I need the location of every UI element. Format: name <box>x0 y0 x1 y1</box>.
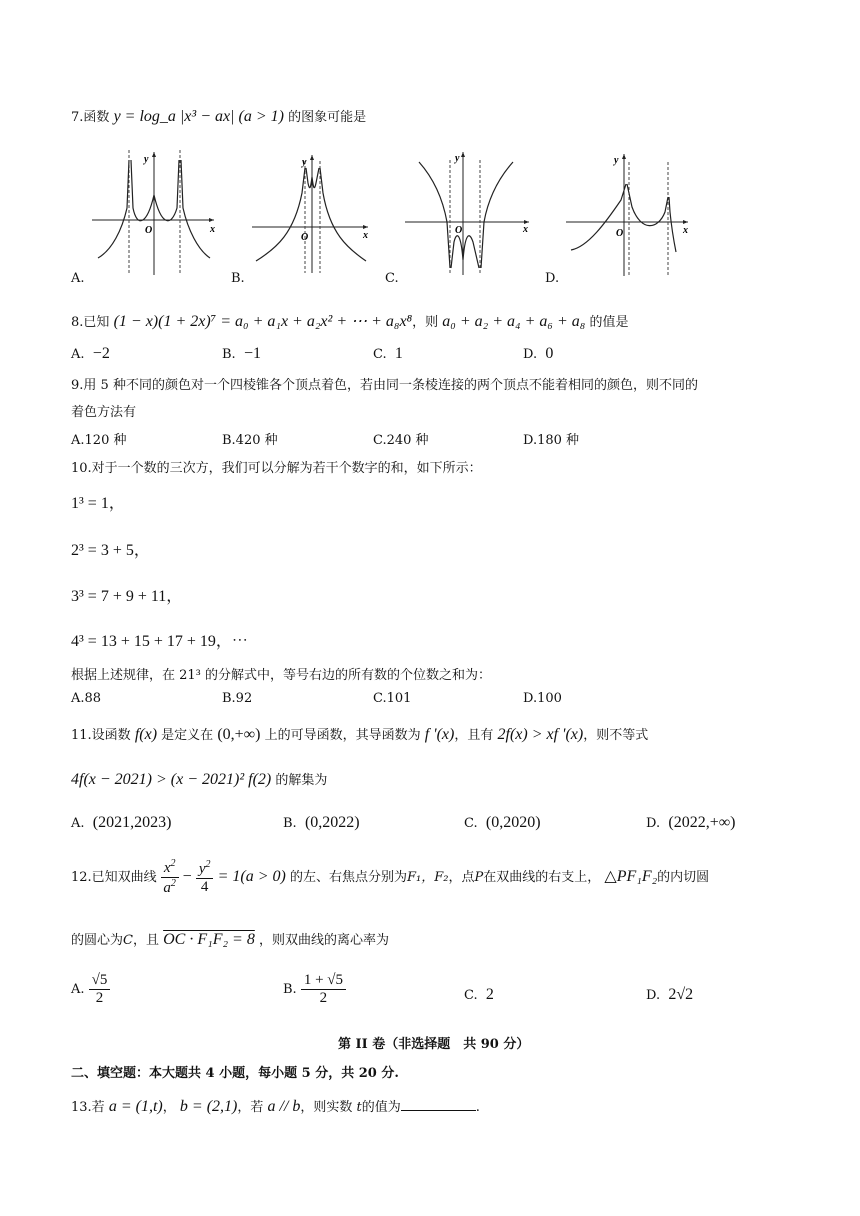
q7-stem: 7.函数 y = log_a |x³ − ax| (a > 1) 的图象可能是 <box>71 108 367 125</box>
q10-option-c[interactable]: C.101 <box>373 691 412 706</box>
q12-option-b[interactable]: B. $\frac{1 + √5}{2}$ <box>283 972 346 1007</box>
svg-text:y: y <box>614 155 619 166</box>
svg-text:x: x <box>523 224 528 235</box>
graph-a <box>92 150 216 275</box>
part2-title: 第 II 卷（非选择题 共 90 分） <box>338 1037 530 1052</box>
q11-stem-line2: 4f(x − 2021) > (x − 2021)² f(2) 的解集为 <box>71 771 328 788</box>
q7-option-b[interactable]: B. <box>231 271 245 286</box>
q10-option-a[interactable]: A.88 <box>71 691 102 706</box>
graph-b <box>252 153 370 273</box>
q12-option-a[interactable]: A. $\frac{√5}{2}$ <box>71 972 110 1007</box>
answer-blank[interactable] <box>401 1098 476 1111</box>
q9-stem-line1: 9.用 5 种不同的颜色对一个四棱锥各个顶点着色，若由同一条棱连接的两个顶点不能着相同的颜色，则不同的 <box>71 378 698 393</box>
graph-d <box>566 152 690 276</box>
q11-option-a[interactable]: A. (2021,2023) <box>71 814 172 831</box>
svg-text:O: O <box>145 225 153 236</box>
svg-text:O: O <box>455 225 463 236</box>
graph-c <box>405 150 531 275</box>
q10-eq-3: 3³ = 7 + 9 + 11， <box>71 588 183 605</box>
q10-question: 根据上述规律，在 21³ 的分解式中，等号右边的所有数的个位数之和为： <box>71 668 492 683</box>
q7-option-a[interactable]: A. <box>71 271 85 286</box>
q9-option-d[interactable]: D.180 种 <box>523 433 580 448</box>
svg-text:x: x <box>210 224 215 235</box>
q8-stem: 8.已知 (1 − x)(1 + 2x)⁷ = a₀ + a₁x + a₂x² + ⋯ + a₈x⁸，则 a₀ + a₂ + a₄ + a₆ + a₈ 的值是 <box>71 313 629 330</box>
svg-text:O: O <box>301 232 309 243</box>
q10-option-d[interactable]: D.100 <box>523 691 562 706</box>
q7-option-d[interactable]: D. <box>545 271 560 286</box>
svg-text:y: y <box>302 157 307 168</box>
q8-option-a[interactable]: A. −2 <box>71 345 110 362</box>
q11-stem-line1: 11.设函数 f(x) 是定义在 (0,+∞) 上的可导函数，其导函数为 f '(x)，且有 2f(x) > xf '(x)，则不等式 <box>71 726 649 743</box>
q10-option-b[interactable]: B.92 <box>222 691 253 706</box>
q10-eq-4: 4³ = 13 + 15 + 17 + 19，⋯ <box>71 633 248 650</box>
q8-option-b[interactable]: B. −1 <box>222 345 261 362</box>
q9-option-a[interactable]: A.120 种 <box>71 433 127 448</box>
q10-stem: 10.对于一个数的三次方，我们可以分解为若干个数字的和，如下所示： <box>71 461 482 476</box>
q10-eq-1: 1³ = 1， <box>71 495 125 512</box>
q7-option-c[interactable]: C. <box>385 271 399 286</box>
q9-option-b[interactable]: B.420 种 <box>222 433 278 448</box>
q11-option-c[interactable]: C. (0,2020) <box>464 814 541 831</box>
q12-option-d[interactable]: D. 2√2 <box>646 986 694 1003</box>
section-title: 二、填空题：本大题共 4 小题，每小题 5 分，共 20 分. <box>71 1066 399 1081</box>
q8-option-c[interactable]: C. 1 <box>373 345 403 362</box>
q10-eq-2: 2³ = 3 + 5， <box>71 542 150 559</box>
q8-option-d[interactable]: D. 0 <box>523 345 554 362</box>
q12-option-c[interactable]: C. 2 <box>464 986 494 1003</box>
q12-stem-line1: 12.已知双曲线 $\frac{x^2}{a^2}$ − $\frac{y^2}{4}$ = 1(a > 0) 的左、右焦点分别为F₁，F₂，点P在双曲线的右支上， △PF₁F₂的内切圆 <box>71 858 710 896</box>
svg-text:y: y <box>455 153 460 164</box>
q13-stem: 13.若 a = (1,t)， b = (2,1)，若 a // b，则实数 t的值为 . <box>71 1098 480 1115</box>
svg-text:O: O <box>616 228 624 239</box>
q11-option-b[interactable]: B. (0,2022) <box>283 814 360 831</box>
svg-text:x: x <box>363 230 368 241</box>
q7-formula: y = log_a |x³ − ax| (a > 1) <box>113 108 284 125</box>
svg-text:x: x <box>683 225 688 236</box>
q8-target: a₀ + a₂ + a₄ + a₆ + a₈ <box>442 313 586 330</box>
q12-stem-line2: 的圆心为C，且 OC · F₁F₂ = 8 ，则双曲线的离心率为 <box>71 931 389 948</box>
q9-stem-line2: 着色方法有 <box>71 405 137 420</box>
q8-formula: (1 − x)(1 + 2x)⁷ = a₀ + a₁x + a₂x² + ⋯ + a₈x⁸ <box>113 313 413 330</box>
q9-option-c[interactable]: C.240 种 <box>373 433 429 448</box>
svg-text:y: y <box>144 154 149 165</box>
q11-option-d[interactable]: D. (2022,+∞) <box>646 814 736 831</box>
